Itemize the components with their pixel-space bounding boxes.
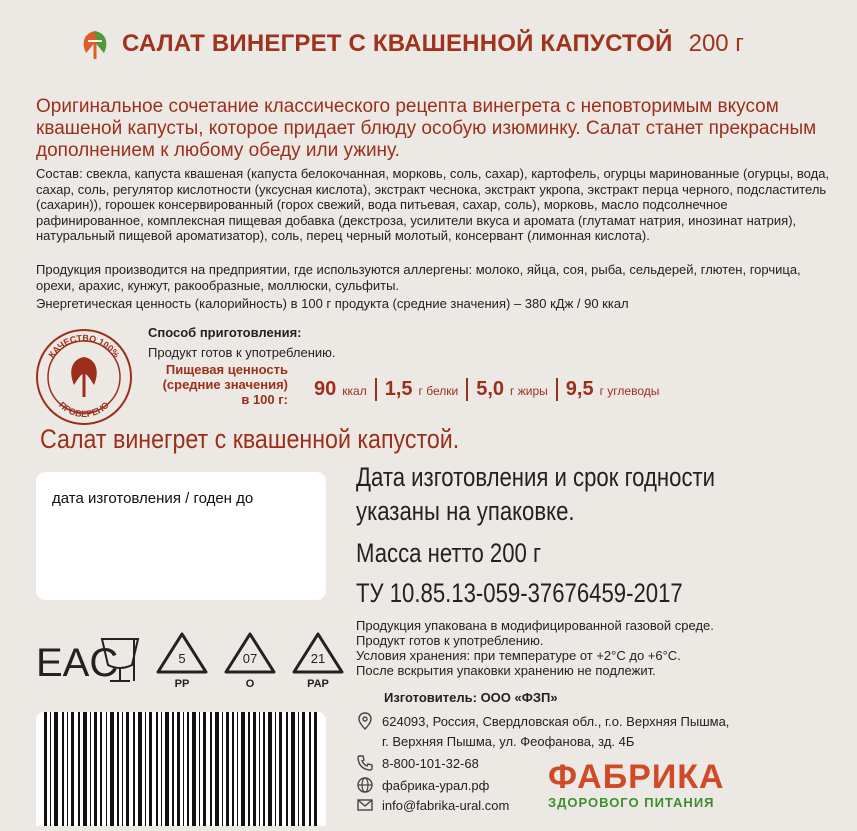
composition-text: Состав: свекла, капуста квашеная (капуста белокочанная, морковь, соль, сахар), картофель, огурцы маринованные (огурцы, вода, сахар, соль, регулятор кислотности (уксусная кислота), экстракт чеснока, экстракт укропа, экстракт перца черного, подсластитель (сахарин)), горошек консервированный (горох свежий, вода питьевая, сахар, соль), морковь, масло подсолнечное рафинированное, комплексная пищевая добавка (декстроза, усилители вкуса и аромата (глутамат натрия, инозинат натрия), натуральный пищевой ароматизатор), соль, перец черный молотый, консервант (лимонная кислота). — [36, 166, 830, 243]
preparation-heading: Способ приготовления: — [148, 325, 302, 340]
address-line2: г. Верхняя Пышма, ул. Феофанова, зд. 4Б — [382, 734, 635, 749]
recycle-number: 5 — [178, 651, 186, 666]
seal-top-text: КАЧЕСТВО 100% — [46, 332, 122, 360]
nutrition-label: г углеводы — [599, 384, 660, 398]
quality-seal-icon — [34, 327, 134, 427]
date-info-line2: указаны на упаковке. — [356, 496, 575, 526]
recycle-icon — [290, 630, 346, 676]
nutrition-values — [314, 378, 667, 401]
preparation-text: Продукт готов к употреблению. — [148, 345, 336, 360]
nutrition-label: г белки — [418, 384, 459, 398]
seal-bottom-text: ПРОВЕРЕНО — [57, 399, 111, 420]
nutrition-label: г жиры — [510, 384, 548, 398]
nutrition-value: 1,5 — [384, 378, 413, 400]
marks-row — [36, 630, 346, 690]
phone-number[interactable]: 8-800-101-32-68 — [382, 755, 479, 771]
energy-text: Энергетическая ценность (калорийность) в 100 г продукта (средние значения) – 380 кДж / 90 ккал — [36, 296, 629, 311]
nutrition-item-fat — [468, 378, 558, 401]
barcode — [36, 712, 326, 826]
date-info-line1: Дата изготовления и срок годности — [356, 462, 716, 492]
eac-mark-icon — [36, 638, 119, 685]
nutrition-item-carbs — [558, 378, 668, 401]
phone-row — [356, 754, 479, 772]
storage-line: Условия хранения: при температуре от +2°С до +6°С. — [356, 648, 681, 663]
storage-line: Продукт готов к употреблению. — [356, 633, 544, 648]
allergens-text: Продукция производится на предприятии, где используются аллергены: молоко, яйца, соя, рыба, сельдерей, глютен, горчица, орехи, арахис, кунжут, ракообразные, моллюски, сульфиты. — [36, 262, 801, 293]
nutrition-value: 90 — [314, 378, 337, 400]
recycle-icon — [154, 630, 210, 676]
header — [78, 24, 744, 64]
intro-text: Оригинальное сочетание классического рецепта винегрета с неповторимым вкусом квашеной капусты, которое придает блюду особую изюминку. Салат станет прекрасным дополнением к любому обеду или ужину. — [36, 96, 817, 161]
storage-line: После вскрытия упаковки хранению не подлежит. — [356, 663, 656, 678]
barcode-bars-icon — [36, 712, 326, 826]
product-subtitle: Салат винегрет с квашенной капустой. — [40, 424, 460, 454]
brand-leaf-logo-icon — [78, 27, 112, 61]
recycle-label: O — [245, 678, 255, 690]
recycle-number: 07 — [242, 651, 258, 666]
nutrition-item-protein — [377, 378, 469, 401]
nutrition-value: 5,0 — [476, 378, 505, 400]
recycle-mark-pp — [154, 630, 210, 690]
nutrition-heading-line2: (средние значения) — [162, 377, 288, 392]
email-link[interactable]: info@fabrika-ural.com — [382, 797, 510, 813]
recycle-number: 21 — [310, 651, 326, 666]
svg-text:ПРОВЕРЕНО — [57, 400, 111, 419]
net-mass: Масса нетто 200 г — [356, 538, 542, 568]
website-row — [356, 776, 489, 794]
email-row — [356, 796, 509, 814]
address-line1: 624093, Россия, Свердловская обл., г.о. Верхняя Пышма, — [382, 713, 730, 729]
product-weight: 200 г — [688, 30, 745, 57]
nutrition-heading-line3: в 100 г: — [241, 392, 288, 407]
food-contact-icon — [98, 635, 142, 685]
recycle-mark-o — [222, 630, 278, 690]
location-pin-icon — [356, 712, 374, 730]
brand-logo — [548, 758, 725, 810]
product-title: САЛАТ ВИНЕГРЕТ С КВАШЕННОЙ КАПУСТОЙ — [122, 30, 673, 57]
manufacturer-heading: Изготовитель: ООО «ФЗП» — [384, 690, 558, 705]
brand-name: ФАБРИКА — [548, 758, 725, 796]
date-box-label: дата изготовления / годен до — [52, 490, 254, 507]
address-row-2 — [382, 734, 634, 749]
website-link[interactable]: фабрика-урал.рф — [382, 777, 490, 793]
recycle-icon — [222, 630, 278, 676]
nutrition-item-kcal — [314, 378, 377, 401]
recycle-label: PAP — [307, 678, 329, 690]
recycle-label: PP — [174, 678, 190, 690]
mail-icon — [356, 796, 374, 814]
storage-info — [356, 618, 836, 678]
nutrition-heading-line1: Пищевая ценность — [165, 362, 288, 377]
globe-icon — [356, 776, 374, 794]
address-row — [356, 712, 729, 730]
nutrition-heading — [148, 362, 288, 407]
nutrition-value: 9,5 — [565, 378, 594, 400]
tech-spec: ТУ 10.85.13-059-37676459-2017 — [356, 578, 683, 608]
storage-line: Продукция упакована в модифицированной газовой среде. — [356, 618, 714, 633]
nutrition-label: ккал — [342, 384, 367, 398]
recycle-mark-pap — [290, 630, 346, 690]
brand-subtitle: ЗДОРОВОГО ПИТАНИЯ — [548, 795, 715, 810]
phone-icon — [356, 754, 374, 772]
eac-text: EAC — [36, 641, 119, 685]
